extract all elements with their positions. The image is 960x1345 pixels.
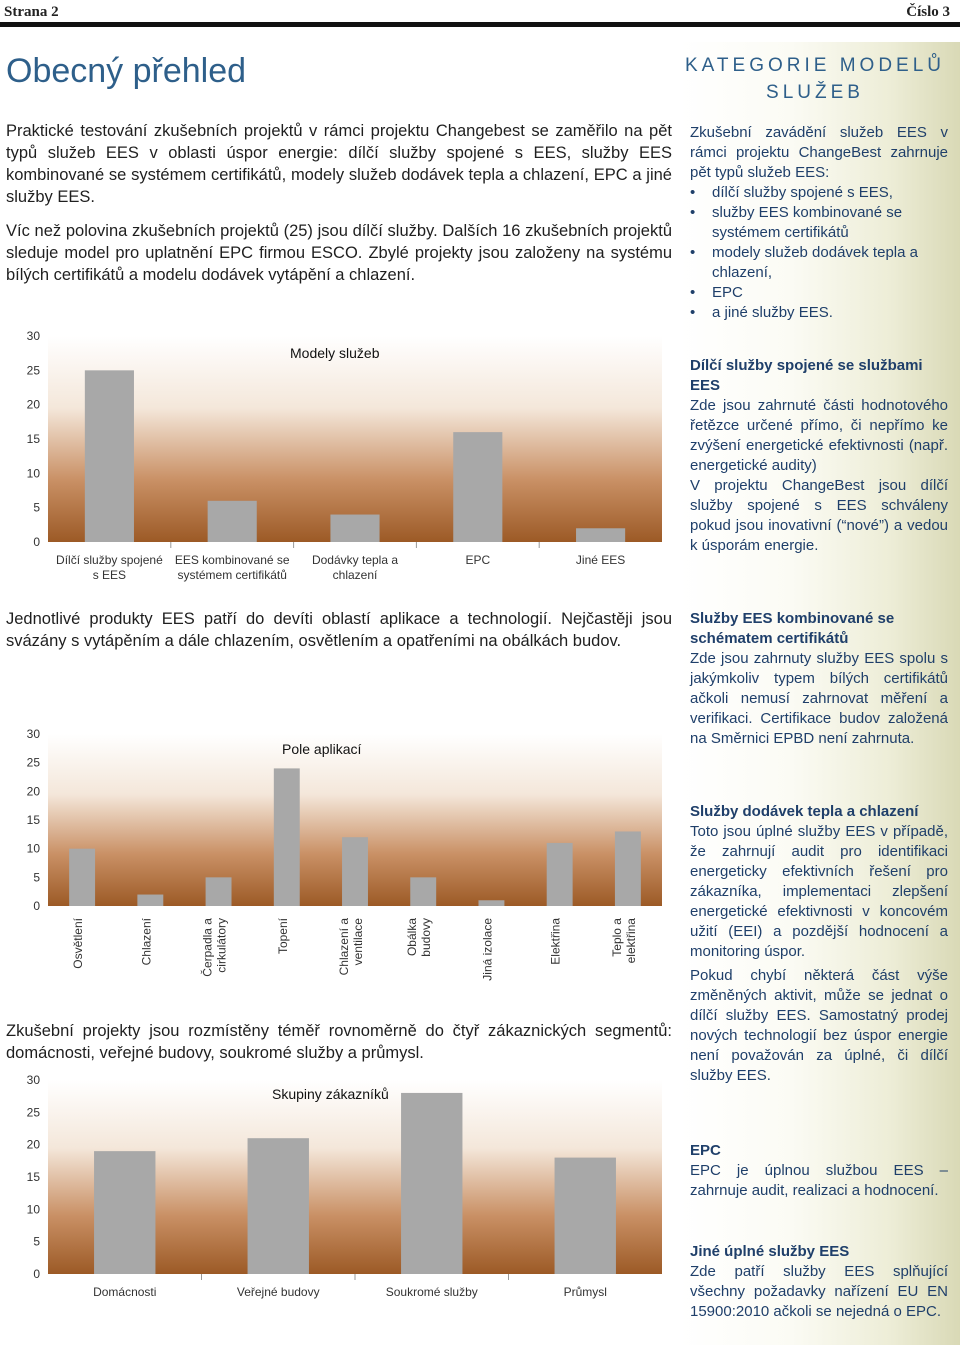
y-tick-label: 10 — [26, 466, 40, 481]
bar — [137, 895, 163, 906]
bar — [69, 849, 95, 906]
section-body: Zde jsou zahrnuté části hodnotového řetězce určené přímo, či nepřímo ke zvýšení energetické efektivnosti (např. energetické audity) — [690, 397, 948, 474]
sidebar-section-certificates — [690, 609, 948, 749]
bar — [342, 837, 368, 906]
y-tick-label: 10 — [26, 1202, 40, 1217]
x-category-label: Průmysl — [563, 1285, 607, 1299]
bar — [274, 768, 300, 906]
chart-title: Pole aplikací — [282, 741, 362, 757]
section-heading: Služby dodávek tepla a chlazení — [690, 803, 919, 820]
sidebar-section-epc — [690, 1141, 948, 1201]
sidebar-section-heat — [690, 802, 948, 1086]
y-tick-label: 0 — [33, 1267, 40, 1281]
y-tick-label: 20 — [26, 397, 40, 412]
bar — [547, 843, 573, 906]
bar — [401, 1093, 462, 1274]
bar — [248, 1138, 309, 1274]
list-item: • služby EES kombinované se systémem certifikátů — [690, 203, 948, 243]
x-category-label: Dílčí služby spojené s EES — [56, 553, 163, 582]
x-category-label: Teplo aelektřina — [609, 918, 638, 964]
intro-paragraph: Praktické testování zkušebních projektů v rámci projektu Changebest se zaměřilo na pět typů služeb EES v oblasti úspor energie: dílčí služby spojené s EES, služby EES kombinované se systémem certifikátů, modely služeb dodávek tepla a chlazení, EPC a jiné služby EES. — [6, 122, 672, 206]
bar — [208, 501, 257, 542]
y-tick-label: 15 — [26, 432, 40, 446]
y-tick-label: 30 — [26, 727, 40, 741]
y-tick-label: 25 — [26, 363, 40, 378]
y-tick-label: 20 — [26, 1137, 40, 1152]
issue-number: Číslo 3 — [906, 4, 950, 20]
summary-paragraph: Víc než polovina zkušebních projektů (25) jsou dílčí služby. Dalších 16 zkušebních projektů sleduje model pro uplatnění EPC firmou ESCO. Zbylé projekty jsou založeny na systému bílých certifikátů a modelu dodávek vytápění a chlazení. — [6, 222, 672, 284]
chart-pole-aplikaci — [0, 720, 676, 1016]
x-category-label: Soukromé služby — [385, 1285, 478, 1299]
y-tick-label: 5 — [33, 1234, 40, 1249]
bar — [330, 515, 379, 542]
chart-title: Skupiny zákazníků — [272, 1086, 389, 1102]
x-category-label: Domácnosti — [93, 1285, 157, 1299]
list-item: • dílčí služby spojené s EES, — [690, 183, 948, 203]
bar — [85, 370, 134, 542]
x-category-label: Dodávky tepla a chlazení — [311, 553, 399, 582]
y-tick-label: 10 — [26, 841, 40, 856]
section-body: Zde jsou zahrnuty služby EES spolu s jakýmkoliv typem bílých certifikátů ačkoli nemusí zahrnovat měření a verifikaci. Certifikace budov založená na Směrnici EPBD není zahrnuta. — [690, 650, 948, 747]
applications-paragraph: Jednotlivé produkty EES patří do devíti oblastí aplikace a technologií. Nejčastěji jsou svázány s vytápěním a dále chlazením, osvětlením a opatřeními na obálkách budov. — [6, 610, 672, 650]
chart-svg-pole-aplikaci — [0, 720, 676, 1016]
page-number: Strana 2 — [4, 4, 59, 20]
sidebar-section-partial — [690, 356, 948, 556]
x-category-label: EES kombinované se systémem certifikátů — [174, 553, 290, 582]
sidebar-intro-block — [690, 123, 948, 323]
sidebar-list — [690, 183, 948, 323]
y-tick-label: 20 — [26, 784, 40, 799]
bar — [615, 831, 641, 906]
header-rule — [0, 22, 960, 27]
sidebar-intro: Zkušební zavádění služeb EES v rámci projektu ChangeBest zahrnuje pět typů služeb EES: — [690, 124, 948, 181]
y-tick-label: 0 — [33, 535, 40, 549]
section-body: Zde patří služby EES splňující všechny požadavky nařízení EU EN 15900:2010 ačkoli se nejedná o EPC. — [690, 1263, 948, 1320]
section-body: Pokud chybí některá část výše změněných aktivit, může se jednat o dílčí služby EES. Samostatný prodej nových technologií bez úspor energie není považován za úplné, či dílčí služby EES. — [690, 967, 948, 1084]
chart-skupiny-zakazniku — [0, 1066, 676, 1306]
y-tick-label: 30 — [26, 1073, 40, 1087]
list-item: • EPC — [690, 283, 948, 303]
segments-paragraph: Zkušební projekty jsou rozmístěny téměř rovnoměrně do čtyř zákaznických segmentů: domácnosti, veřejné budovy, soukromé služby a průmysl. — [6, 1022, 672, 1062]
bar — [555, 1158, 616, 1274]
x-category-label: EPC — [465, 553, 491, 567]
x-category-label: Obálkabudovy — [405, 918, 434, 957]
chart-modely-sluzeb — [0, 322, 676, 592]
x-category-label: Elektřina — [548, 918, 563, 965]
bar — [478, 900, 504, 906]
bar — [94, 1151, 155, 1274]
y-tick-label: 15 — [26, 1170, 40, 1184]
x-category-label: Osvětlení — [71, 918, 86, 969]
x-category-label: Čerpadla acirkulátory — [200, 918, 229, 977]
x-category-label: Jiná izolace — [480, 918, 495, 981]
y-tick-label: 5 — [33, 500, 40, 515]
chart-svg-skupiny-zakazniku — [0, 1066, 676, 1306]
chart-svg-modely-sluzeb — [0, 322, 676, 592]
sidebar-title — [680, 52, 950, 106]
page-header — [0, 0, 960, 28]
y-tick-label: 25 — [26, 755, 40, 770]
list-item: • a jiné služby EES. — [690, 303, 948, 323]
bar — [453, 432, 502, 542]
x-category-label: Jiné EES — [575, 553, 626, 567]
section-body: Toto jsou úplné služby EES v případě, že zahrnují audit pro identifikaci energeticky efektivních řešení pro zákazníka, implementaci zlepšení energetické efektivnosti v koncovém užití (EEI) a pozdější hodnocení a monitoring úspor. — [690, 823, 948, 960]
y-tick-label: 5 — [33, 870, 40, 885]
y-tick-label: 0 — [33, 899, 40, 913]
x-category-label: Chlazení aventilace — [337, 918, 365, 976]
section-heading: Služby EES kombinované se schématem certifikátů — [690, 610, 895, 647]
plot-area — [48, 336, 662, 542]
section-heading: Dílčí služby spojené se službami EES — [690, 357, 923, 394]
section-heading: Jiné úplné služby EES — [690, 1243, 850, 1260]
bar — [206, 877, 232, 906]
section-heading: EPC — [690, 1142, 721, 1159]
bar — [410, 877, 436, 906]
list-item: • modely služeb dodávek tepla a chlazení, — [690, 243, 948, 283]
x-category-label: Topení — [275, 918, 290, 955]
sidebar-title-line1: KATEGORIE MODELŮ — [684, 55, 945, 76]
section-body: V projektu ChangeBest jsou dílčí služby spojené s EES schváleny pokud jsou inovativní (“nové”) a vedou k úsporám energie. — [690, 477, 948, 554]
bar — [576, 528, 625, 542]
chart-title: Modely služeb — [290, 345, 380, 361]
x-category-label: Chlazení — [139, 918, 154, 966]
page-title: Obecný přehled — [6, 52, 247, 90]
sidebar-section-other — [690, 1242, 948, 1322]
y-tick-label: 25 — [26, 1105, 40, 1120]
sidebar-title-line2: SLUŽEB — [766, 82, 864, 103]
section-body: EPC je úplnou službou EES – zahrnuje audit, realizaci a hodnocení. — [690, 1162, 948, 1199]
y-tick-label: 15 — [26, 813, 40, 827]
x-category-label: Veřejné budovy — [236, 1285, 320, 1299]
y-tick-label: 30 — [26, 329, 40, 343]
